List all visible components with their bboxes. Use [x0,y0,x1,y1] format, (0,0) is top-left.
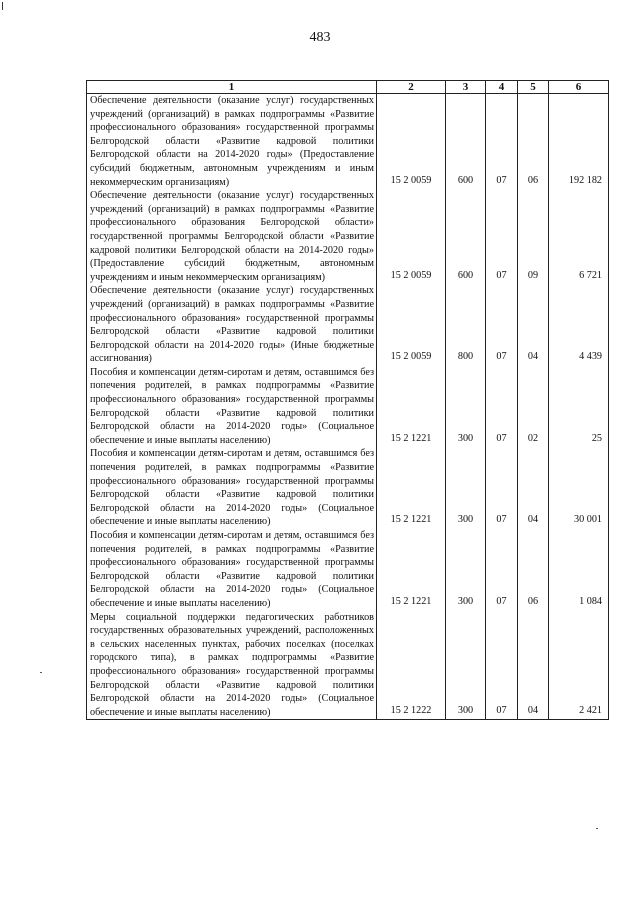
table-row [87,189,609,284]
row-description: Пособия и компенсации детям-сиротам и детям, оставшимся без попечения родителей, в рамках подпрограммы «Развитие профессионального образования» государственной программы Белгородской области «Развитие кадровой политики Белгородской области на 2014-2020 годы» (Социальное обеспечение и иные выплаты населению) [87,447,377,529]
header-col-6: 6 [549,81,609,94]
row-description: Обеспечение деятельности (оказание услуг) государственных учреждений (организаций) в рамках подпрограммы «Развитие профессионального образования Белгородской области» государственной программы Белгородской области «Развитие кадровой политики Белгородской области на 2014-2020 годы» (Предоставление субсидий бюджетным, автономным учреждениям и иным некоммерческим организациям) [87,189,377,284]
row-code: 15 2 1221 [377,529,446,611]
header-col-5: 5 [518,81,549,94]
table-row [87,366,609,448]
table-row [87,529,609,611]
row-code: 15 2 0059 [377,94,446,190]
row-code: 15 2 0059 [377,189,446,284]
row-section: 07 [486,611,518,720]
row-amount: 192 182 [549,94,609,190]
row-description: Пособия и компенсации детям-сиротам и детям, оставшимся без попечения родителей, в рамках подпрограммы «Развитие профессионального образования» государственной программы Белгородской области «Развитие кадровой политики Белгородской области на 2014-2020 годы» (Социальное обеспечение и иные выплаты населению) [87,366,377,448]
row-subsection: 06 [518,529,549,611]
row-description: Пособия и компенсации детям-сиротам и детям, оставшимся без попечения родителей, в рамках подпрограммы «Развитие профессионального образования» государственной программы Белгородской области «Развитие кадровой политики Белгородской области на 2014-2020 годы» (Социальное обеспечение и иные выплаты населению) [87,529,377,611]
row-expense-type: 300 [446,447,486,529]
row-subsection: 04 [518,611,549,720]
row-description: Меры социальной поддержки педагогических работников государственных образовательных учреждений, расположенных в сельских населенных пунктах, рабочих поселках (поселках городского типа), в рамках подпрограммы «Развитие профессионального образования» государственной программы Белгородской области «Развитие кадровой политики Белгородской области на 2014-2020 годы» (Социальное обеспечение и иные выплаты населению) [87,611,377,720]
table-row [87,611,609,720]
row-section: 07 [486,189,518,284]
margin-speck [40,672,42,673]
row-section: 07 [486,447,518,529]
margin-mark [2,2,3,10]
margin-speck [596,828,598,829]
row-code: 15 2 1222 [377,611,446,720]
row-description: Обеспечение деятельности (оказание услуг) государственных учреждений (организаций) в рамках подпрограммы «Развитие профессионального образования» государственной программы Белгородской области «Развитие кадровой политики Белгородской области на 2014-2020 годы» (Иные бюджетные ассигнования) [87,284,377,366]
row-subsection: 09 [518,189,549,284]
header-col-3: 3 [446,81,486,94]
header-col-1: 1 [87,81,377,94]
row-section: 07 [486,94,518,190]
table-row [87,447,609,529]
row-section: 07 [486,366,518,448]
table-row [87,284,609,366]
row-expense-type: 600 [446,189,486,284]
row-expense-type: 300 [446,366,486,448]
row-subsection: 06 [518,94,549,190]
row-expense-type: 300 [446,611,486,720]
row-subsection: 04 [518,447,549,529]
budget-table [86,80,609,720]
row-expense-type: 600 [446,94,486,190]
row-code: 15 2 0059 [377,284,446,366]
row-amount: 2 421 [549,611,609,720]
table-row [87,94,609,190]
row-amount: 4 439 [549,284,609,366]
header-col-2: 2 [377,81,446,94]
row-description: Обеспечение деятельности (оказание услуг) государственных учреждений (организаций) в рамках подпрограммы «Развитие профессионального образования» государственной программы Белгородской области «Развитие кадровой политики Белгородской области на 2014-2020 годы» (Предоставление субсидий бюджетным, автономным учреждениям и иным некоммерческим организациям) [87,94,377,190]
row-section: 07 [486,284,518,366]
row-expense-type: 800 [446,284,486,366]
row-section: 07 [486,529,518,611]
row-subsection: 04 [518,284,549,366]
row-amount: 30 001 [549,447,609,529]
row-expense-type: 300 [446,529,486,611]
row-amount: 6 721 [549,189,609,284]
header-row [87,81,609,94]
row-subsection: 02 [518,366,549,448]
page-number: 483 [309,30,331,45]
row-amount: 1 084 [549,529,609,611]
row-code: 15 2 1221 [377,447,446,529]
row-code: 15 2 1221 [377,366,446,448]
row-amount: 25 [549,366,609,448]
header-col-4: 4 [486,81,518,94]
